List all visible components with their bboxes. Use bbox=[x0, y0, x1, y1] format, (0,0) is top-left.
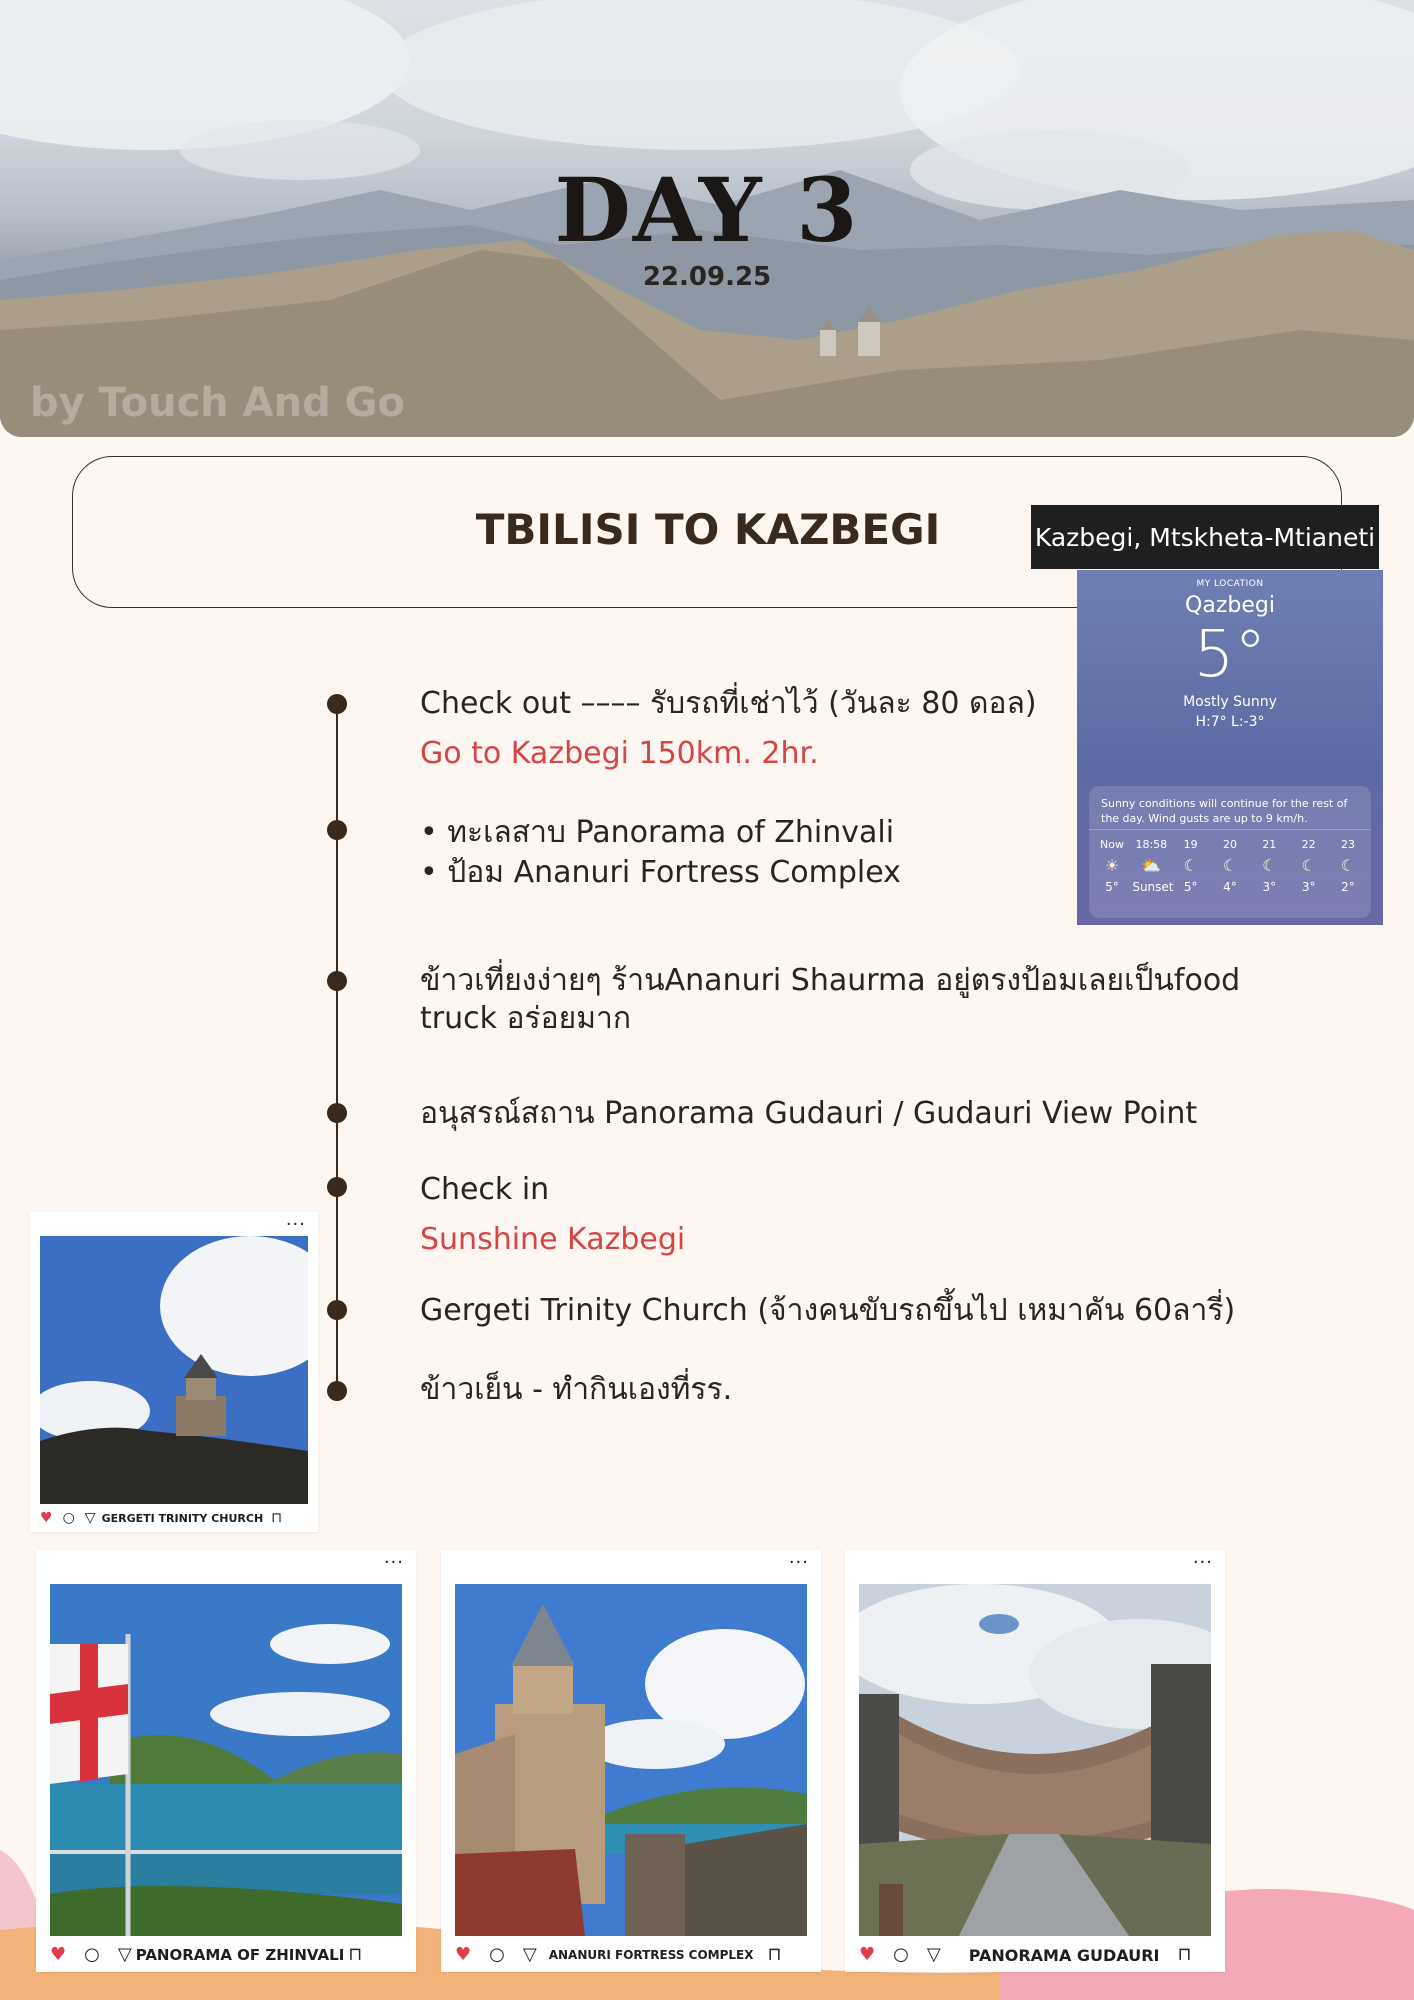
route-title: TBILISI TO KAZBEGI bbox=[475, 505, 941, 554]
more-options-icon[interactable]: ··· bbox=[285, 1214, 306, 1235]
share-icon[interactable]: ▽ bbox=[926, 1944, 941, 1965]
moon-icon: ☾ bbox=[1183, 856, 1198, 875]
hour-value: 3° bbox=[1262, 880, 1277, 894]
hour-forecast bbox=[1093, 838, 1131, 894]
location-label: Kazbegi, Mtskheta-Mtianeti bbox=[1031, 505, 1379, 569]
photo-card-ananuri bbox=[441, 1550, 821, 1972]
hour-forecast bbox=[1329, 838, 1367, 894]
sun-icon: ☀ bbox=[1104, 856, 1120, 875]
timeline-ananuri: • ป้อม Ananuri Fortress Complex bbox=[420, 855, 901, 890]
hour-forecast bbox=[1132, 838, 1174, 894]
timeline-lunch: ข้าวเที่ยงง่ายๆ ร้านAnanuri Shaurma อยู่ตรงป้อมเลยเป็นfood truck อร่อยมาก bbox=[420, 963, 1241, 1036]
timeline-dot bbox=[327, 971, 347, 991]
timeline-gudauri: อนุสรณ์สถาน Panorama Gudauri / Gudauri View Point bbox=[420, 1096, 1198, 1131]
hourly-forecast bbox=[1089, 830, 1371, 894]
heart-icon[interactable]: ♥ bbox=[455, 1944, 472, 1965]
photo-card-zhinvali bbox=[36, 1550, 416, 1972]
timeline-dinner: ข้าวเย็น - ทำกินเองที่รร. bbox=[420, 1372, 733, 1407]
heart-icon[interactable]: ♥ bbox=[40, 1510, 53, 1526]
hour-forecast bbox=[1172, 838, 1210, 894]
moon-icon: ☾ bbox=[1340, 856, 1356, 875]
heart-icon[interactable]: ♥ bbox=[859, 1944, 876, 1965]
hour-time: Now bbox=[1100, 838, 1124, 851]
card-caption: ANANURI FORTRESS COMPLEX bbox=[548, 1948, 754, 1962]
timeline-dot bbox=[327, 820, 347, 840]
hour-time: 21 bbox=[1262, 838, 1277, 851]
day-title: DAY 3 bbox=[554, 158, 860, 262]
hour-time: 18:58 bbox=[1135, 838, 1168, 851]
timeline-dot bbox=[327, 1300, 347, 1320]
photo-card-gergeti bbox=[30, 1212, 318, 1532]
share-icon[interactable]: ▽ bbox=[84, 1510, 96, 1526]
card-caption: PANORAMA OF ZHINVALI bbox=[135, 1946, 345, 1964]
timeline-dot bbox=[327, 1177, 347, 1197]
bookmark-icon[interactable]: ⊓ bbox=[1177, 1944, 1192, 1965]
card-caption: GERGETI TRINITY CHURCH bbox=[101, 1511, 264, 1525]
timeline-hotel: Sunshine Kazbegi bbox=[420, 1222, 686, 1257]
bookmark-icon[interactable]: ⊓ bbox=[271, 1510, 283, 1526]
bookmark-icon[interactable]: ⊓ bbox=[767, 1944, 782, 1965]
timeline-gergeti: Gergeti Trinity Church (จ้างคนขับรถขึ้นไป เหมาคัน 60ลารี่) bbox=[420, 1293, 1236, 1328]
watermark: by Touch And Go bbox=[30, 380, 405, 426]
timeline-dot bbox=[327, 694, 347, 714]
weather-temperature: 5° bbox=[1193, 618, 1267, 692]
hour-value: 5° bbox=[1183, 880, 1198, 894]
timeline-drive-to-kazbegi: Go to Kazbegi 150km. 2hr. bbox=[420, 736, 819, 771]
timeline-checkin: Check in bbox=[420, 1172, 550, 1207]
bookmark-icon[interactable]: ⊓ bbox=[348, 1944, 363, 1965]
photo-card-gudauri bbox=[845, 1550, 1225, 1972]
hour-time: 23 bbox=[1340, 838, 1355, 851]
timeline-line bbox=[336, 703, 338, 1391]
weather-condition: Mostly Sunny bbox=[1183, 694, 1277, 710]
ananuri-fortress-photo bbox=[455, 1584, 807, 1936]
hour-value: 5° bbox=[1105, 880, 1119, 894]
timeline-dot bbox=[327, 1103, 347, 1123]
card-actions bbox=[859, 1944, 1239, 1966]
card-actions bbox=[50, 1944, 430, 1966]
moon-icon: ☾ bbox=[1222, 856, 1238, 875]
gergeti-church-photo bbox=[40, 1236, 308, 1504]
comment-icon[interactable]: ○ bbox=[62, 1510, 75, 1526]
more-options-icon[interactable]: ··· bbox=[1192, 1552, 1213, 1573]
comment-icon[interactable]: ○ bbox=[489, 1944, 505, 1965]
hour-forecast bbox=[1250, 838, 1288, 894]
sunset-icon: ⛅ bbox=[1141, 856, 1162, 875]
timeline-checkout: Check out –––– รับรถที่เช่าไว้ (วันละ 80 ดอล) bbox=[420, 686, 1037, 721]
hour-time: 20 bbox=[1222, 838, 1237, 851]
hour-value: 4° bbox=[1223, 880, 1237, 894]
weather-city: Qazbegi bbox=[1185, 593, 1275, 618]
card-caption: PANORAMA GUDAURI bbox=[968, 1945, 1160, 1965]
day-date: 22.09.25 bbox=[642, 262, 772, 292]
weather-forecast-panel bbox=[1089, 786, 1371, 918]
card-actions bbox=[40, 1508, 328, 1528]
comment-icon[interactable]: ○ bbox=[893, 1944, 909, 1965]
hour-time: 19 bbox=[1183, 838, 1198, 851]
heart-icon[interactable]: ♥ bbox=[50, 1944, 67, 1965]
hour-value: 3° bbox=[1301, 880, 1316, 894]
hour-value: 2° bbox=[1341, 880, 1355, 894]
weather-my-location: MY LOCATION bbox=[1196, 579, 1264, 589]
moon-icon: ☾ bbox=[1301, 856, 1316, 875]
hour-forecast bbox=[1211, 838, 1249, 894]
more-options-icon[interactable]: ··· bbox=[788, 1552, 809, 1573]
timeline-dot bbox=[327, 1381, 347, 1401]
card-actions bbox=[455, 1944, 835, 1966]
hour-forecast bbox=[1290, 838, 1328, 894]
share-icon[interactable]: ▽ bbox=[117, 1944, 132, 1965]
share-icon[interactable]: ▽ bbox=[522, 1944, 537, 1965]
moon-icon: ☾ bbox=[1262, 856, 1277, 875]
weather-summary: Sunny conditions will continue for the rest of the day. Wind gusts are up to 9 km/h. bbox=[1089, 786, 1371, 830]
hour-time: 22 bbox=[1301, 838, 1316, 851]
more-options-icon[interactable]: ··· bbox=[383, 1552, 404, 1573]
zhinvali-reservoir-photo bbox=[50, 1584, 402, 1936]
hour-value: Sunset bbox=[1132, 880, 1174, 894]
gudauri-monument-photo bbox=[859, 1584, 1211, 1936]
comment-icon[interactable]: ○ bbox=[84, 1944, 100, 1965]
hero-banner bbox=[0, 0, 1414, 437]
weather-widget bbox=[1077, 570, 1383, 925]
timeline-zhinvali: • ทะเลสาบ Panorama of Zhinvali bbox=[420, 815, 895, 850]
weather-high-low: H:7° L:-3° bbox=[1195, 714, 1265, 730]
